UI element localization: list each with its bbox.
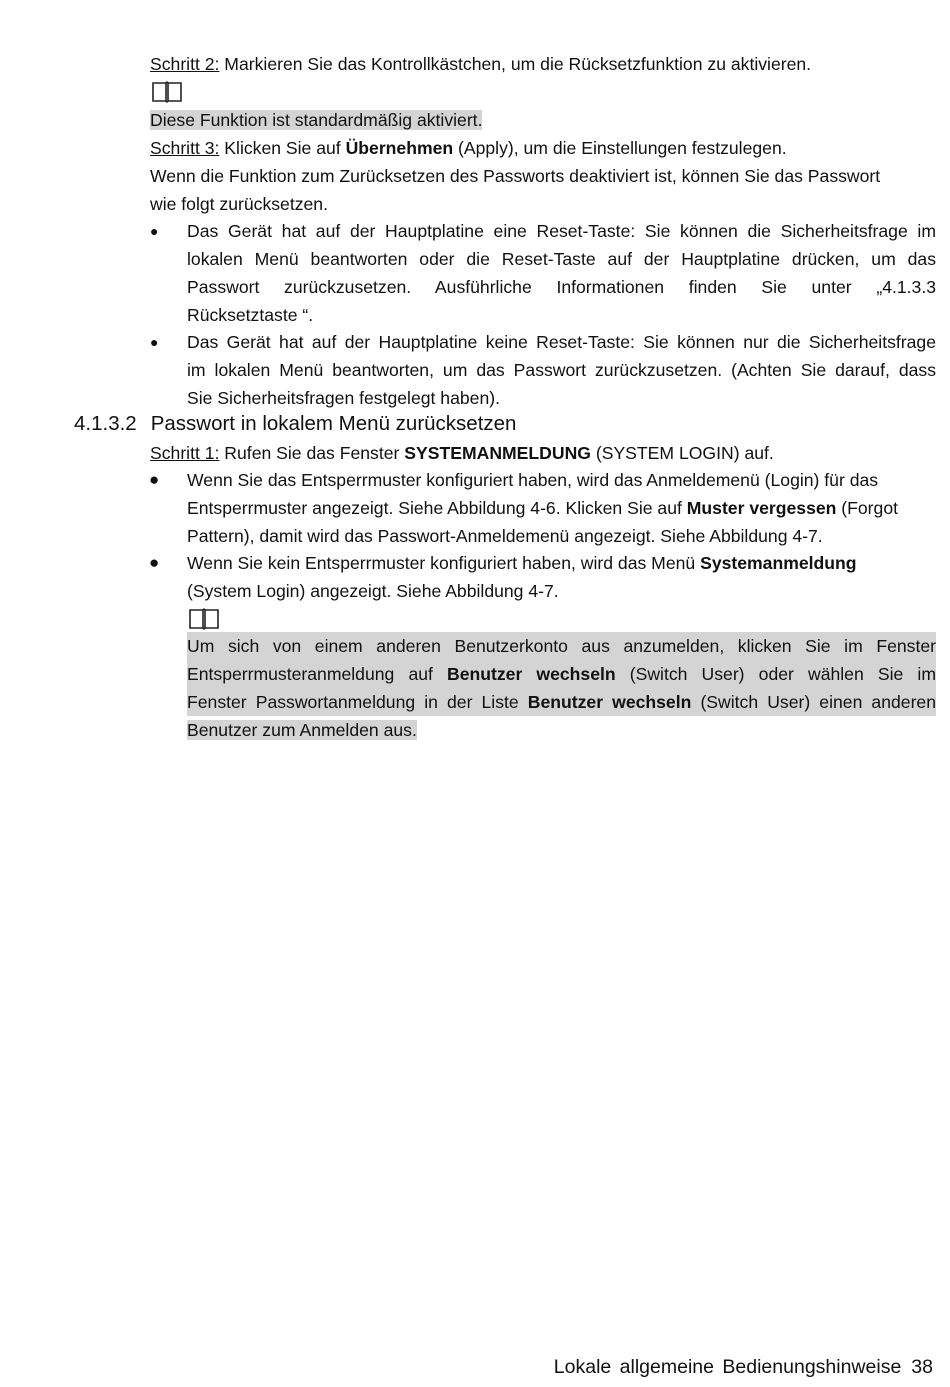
bullet-2-line-2: im lokalen Menü beantworten, um das Passwort zurückzusetzen. (Achten Sie darauf, dass (187, 360, 936, 380)
note-switch-user-line-2: Entsperrmusteranmeldung auf Benutzer wechseln (Switch User) oder wählen Sie im (187, 660, 936, 688)
system-login-menu-term: Systemanmeldung (700, 553, 857, 573)
bullet-3-line-1: Wenn Sie das Entsperrmuster konfiguriert haben, wird das Anmeldemenü (Login) für das (187, 470, 879, 490)
forgot-pattern-term: Muster vergessen (686, 498, 837, 518)
bullet-dot: ● (150, 223, 159, 239)
note-switch-user-line-3: Fenster Passwortanmeldung in der Liste Benutzer wechseln (Switch User) einen anderen (187, 688, 936, 716)
bullet-dot: ● (150, 334, 159, 350)
paragraph-line-2: wie folgt zurücksetzen. (150, 194, 328, 214)
switch-user-term: Benutzer wechseln (447, 664, 616, 684)
step-2-label: Schritt 2: (150, 54, 220, 74)
bullet-4-line-2: (System Login) angezeigt. Siehe Abbildung 4-7. (187, 581, 559, 601)
step-2 (150, 50, 811, 78)
bullet-dot: ● (149, 553, 160, 572)
bullet-4-line-1: Wenn Sie kein Entsperrmuster konfiguriert haben, wird das Menü Systemanmeldung (187, 553, 857, 573)
step-3: Schritt 3: Klicken Sie auf Übernehmen (Apply), um die Einstellungen festzulegen. (150, 138, 787, 158)
system-login-term: SYSTEMANMELDUNG (404, 443, 591, 463)
book-icon (151, 80, 183, 104)
section-title: Passwort in lokalem Menü zurücksetzen (150, 412, 517, 435)
bullet-dot: ● (149, 470, 160, 489)
bullet-1-line-4: Rücksetztaste “. (187, 305, 314, 325)
section-heading (74, 409, 516, 439)
page-number: 38 (911, 1356, 933, 1378)
paragraph-line-1: Wenn die Funktion zum Zurücksetzen des Passworts deaktiviert ist, können Sie das Passwort (150, 166, 881, 186)
step-2-text: Markieren Sie das Kontrollkästchen, um die Rücksetzfunktion zu aktivieren. (219, 54, 812, 74)
bullet-3-line-2: Entsperrmuster angezeigt. Siehe Abbildung 4-6. Klicken Sie auf Muster vergessen (Forgot (187, 498, 898, 518)
book-icon (188, 607, 220, 631)
bullet-2-line-1: Das Gerät hat auf der Hauptplatine keine Reset-Taste: Sie können nur die Sicherheitsfrage (187, 332, 936, 352)
footer-title: Lokale allgemeine Bedienungshinweise (553, 1356, 902, 1378)
note-switch-user-line-1: Um sich von einem anderen Benutzerkonto aus anzumelden, klicken Sie im Fenster (187, 632, 936, 660)
bullet-1-line-2: lokalen Menü beantworten oder die Reset-Taste auf der Hauptplatine drücken, um das (187, 249, 936, 269)
bullet-1-line-3: Passwort zurückzusetzen. Ausführliche Informationen finden Sie unter „4.1.3.3 (187, 277, 936, 297)
page-footer (554, 1353, 933, 1381)
note-switch-user-line-4: Benutzer zum Anmelden aus. (187, 720, 417, 740)
bullet-1-line-1: Das Gerät hat auf der Hauptplatine eine Reset-Taste: Sie können die Sicherheitsfrage im (187, 221, 936, 241)
step-1: Schritt 1: Rufen Sie das Fenster SYSTEMANMELDUNG (SYSTEM LOGIN) auf. (150, 443, 774, 463)
apply-term: Übernehmen (345, 138, 454, 158)
switch-user-term: Benutzer wechseln (527, 692, 692, 712)
note-default-enabled: Diese Funktion ist standardmäßig aktiviert. (150, 110, 483, 130)
bullet-3-line-3: Pattern), damit wird das Passwort-Anmeldemenü angezeigt. Siehe Abbildung 4-7. (187, 526, 823, 546)
step-3-label: Schritt 3: (150, 138, 220, 158)
bullet-2-line-3: Sie Sicherheitsfragen festgelegt haben). (187, 388, 500, 408)
section-number: 4.1.3.2 (74, 412, 137, 435)
step-1-label: Schritt 1: (150, 443, 220, 463)
